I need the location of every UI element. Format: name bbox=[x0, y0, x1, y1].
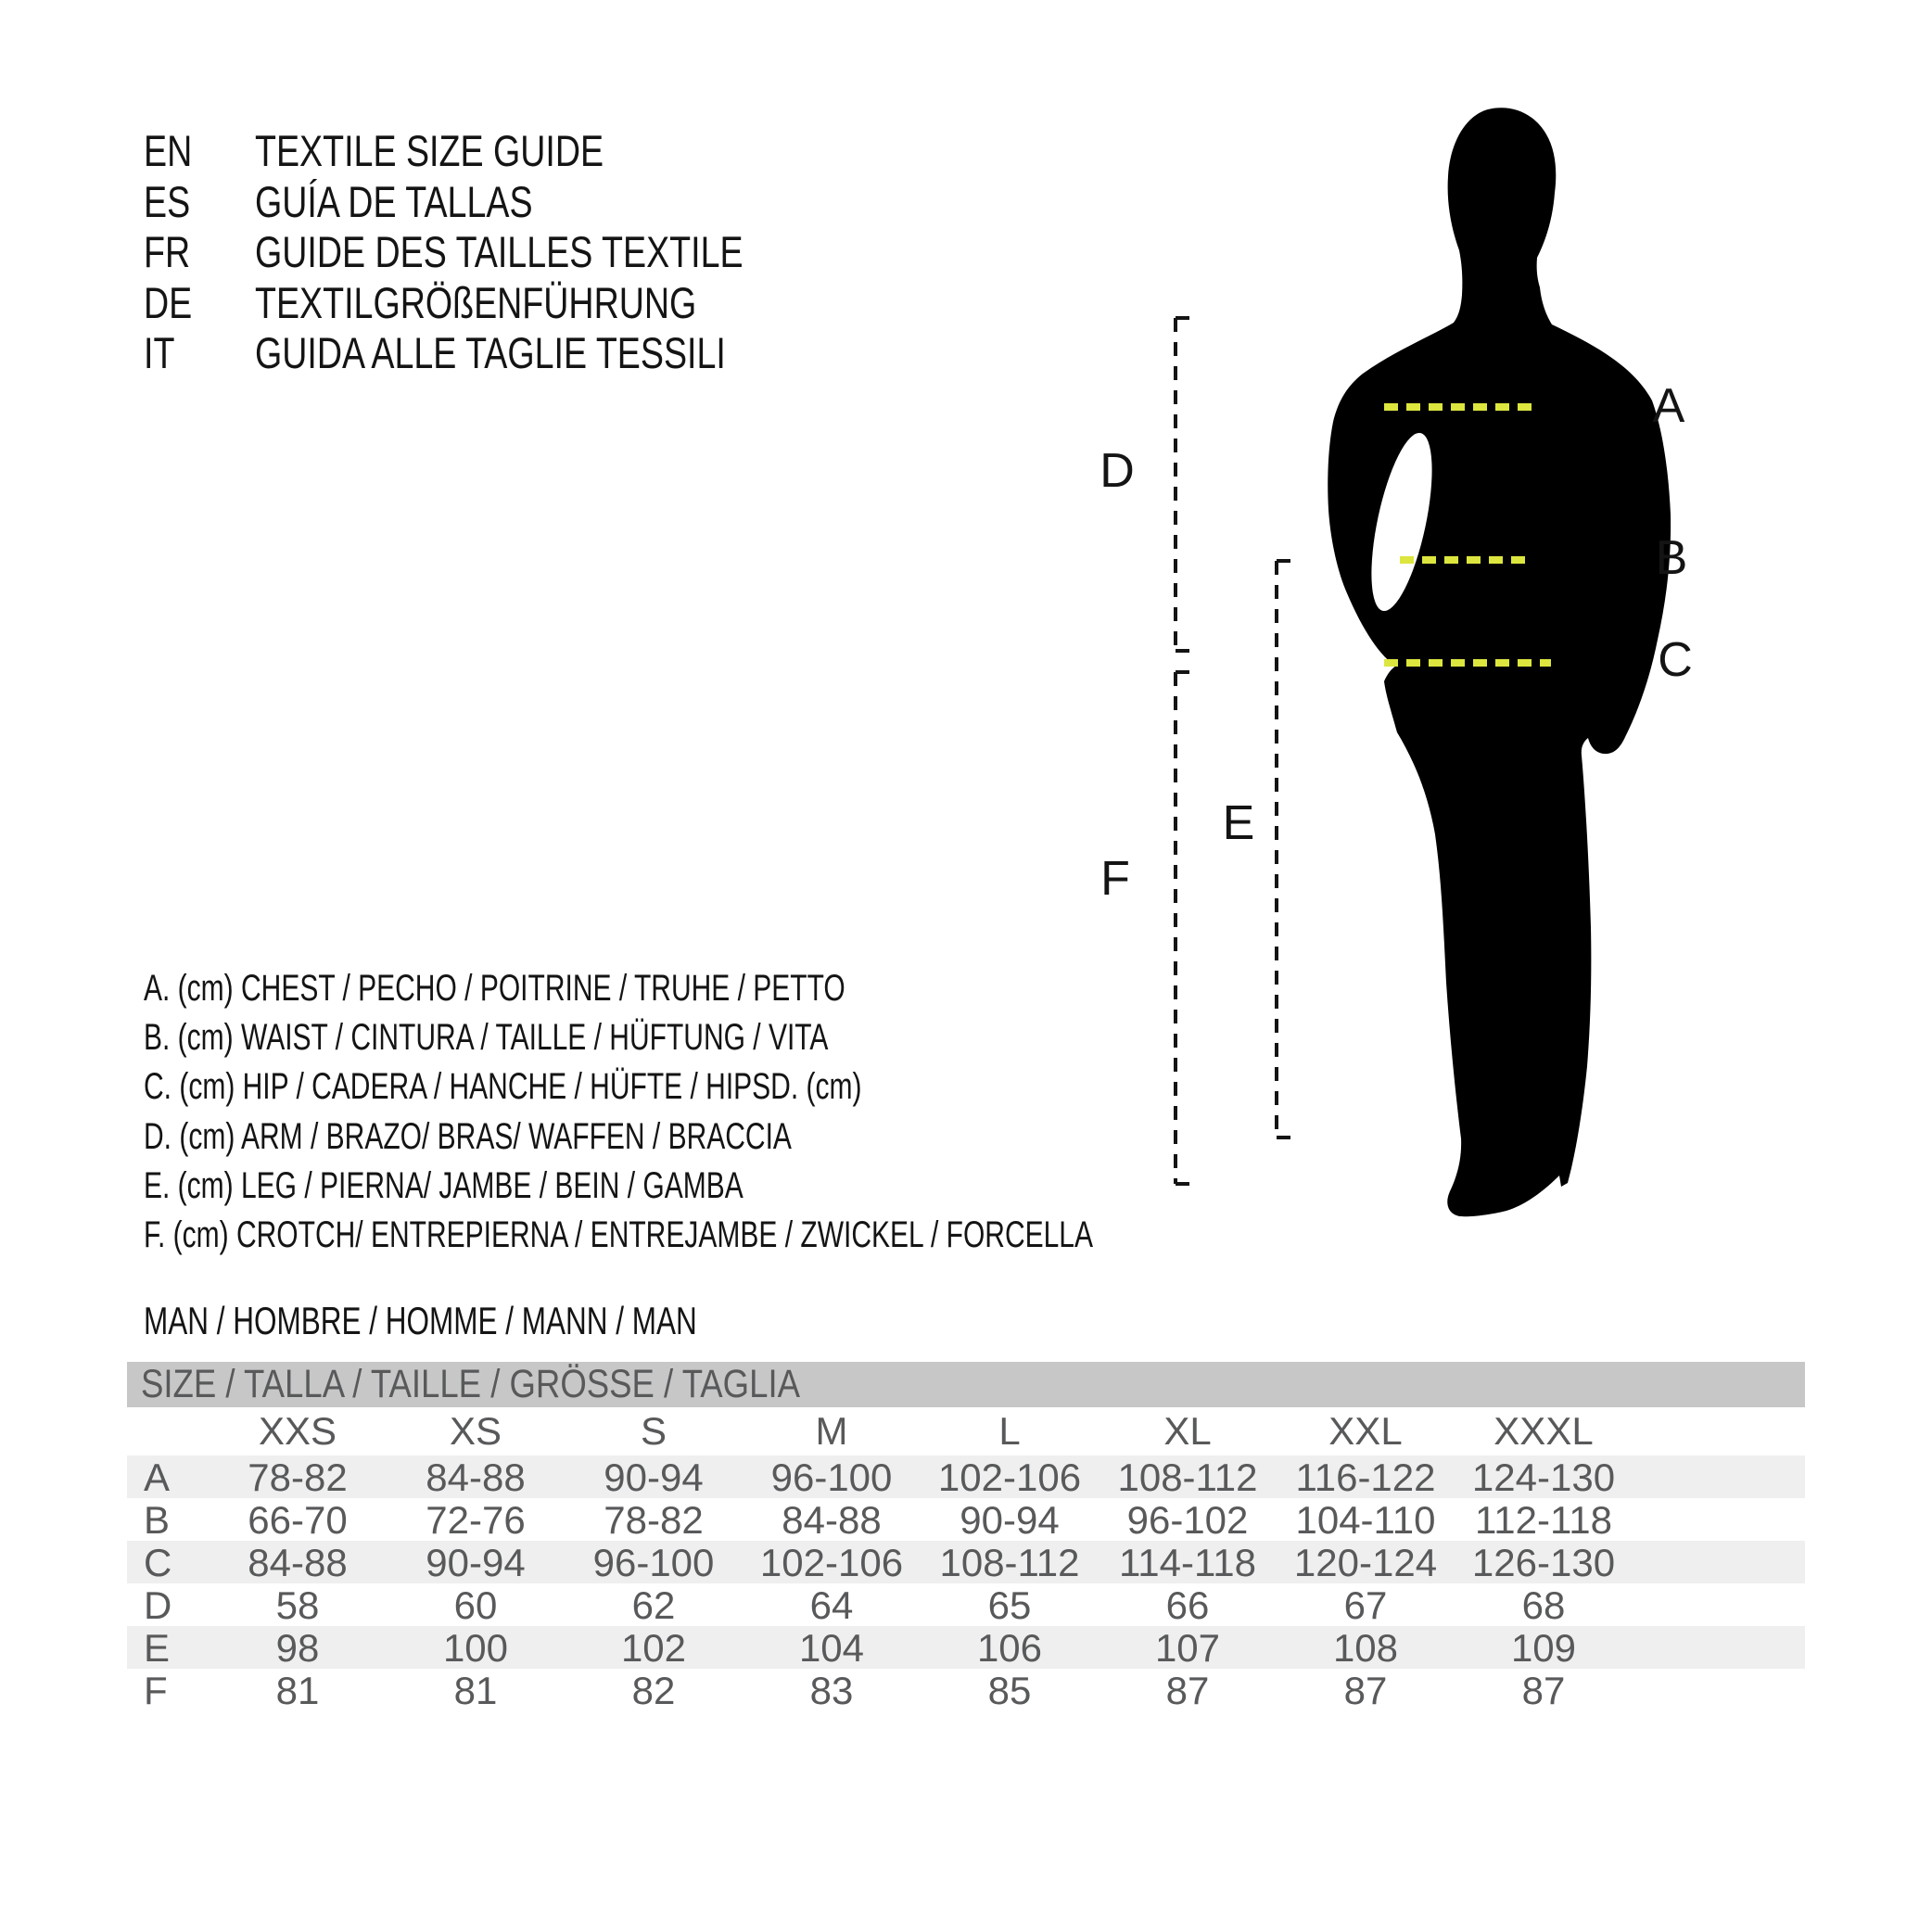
cell: 58 bbox=[275, 1583, 320, 1627]
cell: 108-112 bbox=[939, 1541, 1080, 1584]
cell: 109 bbox=[1510, 1626, 1577, 1670]
cell: 108-112 bbox=[1117, 1455, 1258, 1499]
cell: 102-106 bbox=[937, 1455, 1082, 1499]
cell: 60 bbox=[453, 1583, 498, 1627]
table-row-c bbox=[127, 1541, 1805, 1583]
cell: 84-88 bbox=[426, 1455, 526, 1499]
cell: 104 bbox=[798, 1626, 865, 1670]
size-col-xl: XL bbox=[1163, 1409, 1212, 1453]
cell: 85 bbox=[987, 1669, 1032, 1712]
cell: 84-88 bbox=[782, 1498, 882, 1542]
cell: 120-124 bbox=[1293, 1541, 1438, 1584]
guide-title-en: TEXTILE SIZE GUIDE bbox=[255, 126, 604, 175]
arm-measure-line-d bbox=[1176, 318, 1198, 651]
row-label: F bbox=[144, 1669, 168, 1712]
cell: 106 bbox=[976, 1626, 1043, 1670]
cell: 102-106 bbox=[759, 1541, 904, 1584]
marker-e-leg: E bbox=[1222, 796, 1255, 850]
cell: 68 bbox=[1521, 1583, 1566, 1627]
language-code: IT bbox=[144, 328, 175, 377]
cell: 102 bbox=[620, 1626, 687, 1670]
cell: 126-130 bbox=[1471, 1541, 1616, 1584]
cell: 96-102 bbox=[1126, 1498, 1249, 1542]
size-col-xs: XS bbox=[449, 1409, 502, 1453]
cell: 116-122 bbox=[1295, 1455, 1436, 1499]
marker-f-crotch: F bbox=[1100, 852, 1130, 906]
cell: 90-94 bbox=[604, 1455, 704, 1499]
legend-chest: A. (cm) CHEST / PECHO / POITRINE / TRUHE / PETTO bbox=[144, 968, 845, 1009]
cell: 90-94 bbox=[960, 1498, 1060, 1542]
marker-a-chest: A bbox=[1652, 379, 1685, 433]
cell: 90-94 bbox=[426, 1541, 526, 1584]
cell: 78-82 bbox=[248, 1455, 348, 1499]
table-row-e bbox=[127, 1626, 1805, 1669]
cell: 82 bbox=[631, 1669, 676, 1712]
row-label: D bbox=[144, 1583, 172, 1627]
cell: 108 bbox=[1332, 1626, 1399, 1670]
cell: 66 bbox=[1165, 1583, 1210, 1627]
guide-title-it: GUIDA ALLE TAGLIE TESSILI bbox=[255, 328, 726, 377]
legend-hip: C. (cm) HIP / CADERA / HANCHE / HÜFTE / HIPSD. (cm) bbox=[144, 1066, 862, 1108]
cell: 81 bbox=[453, 1669, 498, 1712]
size-col-xxs: XXS bbox=[258, 1409, 337, 1453]
cell: 100 bbox=[442, 1626, 509, 1670]
cell: 72-76 bbox=[426, 1498, 526, 1542]
legend-crotch: F. (cm) CROTCH/ ENTREPIERNA / ENTREJAMBE / ZWICKEL / FORCELLA bbox=[144, 1214, 1094, 1255]
table-row-f bbox=[127, 1669, 1805, 1711]
cell: 81 bbox=[275, 1669, 320, 1712]
size-col-xxl: XXL bbox=[1328, 1409, 1403, 1453]
size-col-xxxl: XXXL bbox=[1493, 1409, 1594, 1453]
guide-title-de: TEXTILGRÖßENFÜHRUNG bbox=[255, 277, 697, 327]
row-label: B bbox=[144, 1498, 171, 1542]
cell: 96-100 bbox=[592, 1541, 715, 1584]
guide-title-fr: GUIDE DES TAILLES TEXTILE bbox=[255, 227, 744, 276]
cell: 87 bbox=[1521, 1669, 1566, 1712]
row-label: C bbox=[144, 1541, 172, 1584]
cell: 96-100 bbox=[770, 1455, 893, 1499]
size-col-m: M bbox=[815, 1409, 848, 1453]
size-table-title: SIZE / TALLA / TAILLE / GRÖSSE / TAGLIA bbox=[141, 1362, 800, 1406]
language-code: ES bbox=[144, 176, 191, 226]
cell: 114-118 bbox=[1119, 1541, 1256, 1584]
cell: 83 bbox=[809, 1669, 854, 1712]
measurement-legend bbox=[144, 964, 1409, 1260]
table-row-a bbox=[127, 1455, 1805, 1498]
language-code: EN bbox=[144, 126, 193, 175]
size-col-l: L bbox=[998, 1409, 1021, 1453]
cell: 84-88 bbox=[248, 1541, 348, 1584]
guide-title-es: GUÍA DE TALLAS bbox=[255, 176, 533, 226]
cell: 87 bbox=[1165, 1669, 1210, 1712]
cell: 112-118 bbox=[1475, 1498, 1612, 1542]
cell: 107 bbox=[1154, 1626, 1221, 1670]
language-code: DE bbox=[144, 277, 193, 327]
cell: 64 bbox=[809, 1583, 854, 1627]
marker-c-hip: C bbox=[1658, 633, 1693, 687]
table-row-b bbox=[127, 1498, 1805, 1541]
size-table bbox=[127, 1362, 1805, 1711]
legend-leg: E. (cm) LEG / PIERNA/ JAMBE / BEIN / GAMBA bbox=[144, 1164, 744, 1206]
cell: 65 bbox=[987, 1583, 1032, 1627]
legend-arm: D. (cm) ARM / BRAZO/ BRAS/ WAFFEN / BRACCIA bbox=[144, 1115, 792, 1157]
language-code: FR bbox=[144, 227, 191, 276]
cell: 78-82 bbox=[604, 1498, 704, 1542]
table-row-d bbox=[127, 1583, 1805, 1626]
cell: 67 bbox=[1343, 1583, 1388, 1627]
row-label: A bbox=[144, 1455, 171, 1499]
legend-waist: B. (cm) WAIST / CINTURA / TAILLE / HÜFTUNG / VITA bbox=[144, 1017, 829, 1059]
cell: 66-70 bbox=[248, 1498, 348, 1542]
size-header-row bbox=[127, 1407, 1805, 1455]
cell: 98 bbox=[275, 1626, 320, 1670]
marker-d-arm: D bbox=[1099, 444, 1135, 498]
category-label: MAN / HOMBRE / HOMME / MANN / MAN bbox=[144, 1299, 697, 1342]
size-table-header bbox=[127, 1362, 1805, 1407]
cell: 87 bbox=[1343, 1669, 1388, 1712]
cell: 62 bbox=[631, 1583, 676, 1627]
marker-b-waist: B bbox=[1655, 531, 1688, 585]
cell: 124-130 bbox=[1471, 1455, 1616, 1499]
row-label: E bbox=[144, 1626, 171, 1670]
cell: 104-110 bbox=[1295, 1498, 1436, 1542]
size-col-s: S bbox=[640, 1409, 667, 1453]
